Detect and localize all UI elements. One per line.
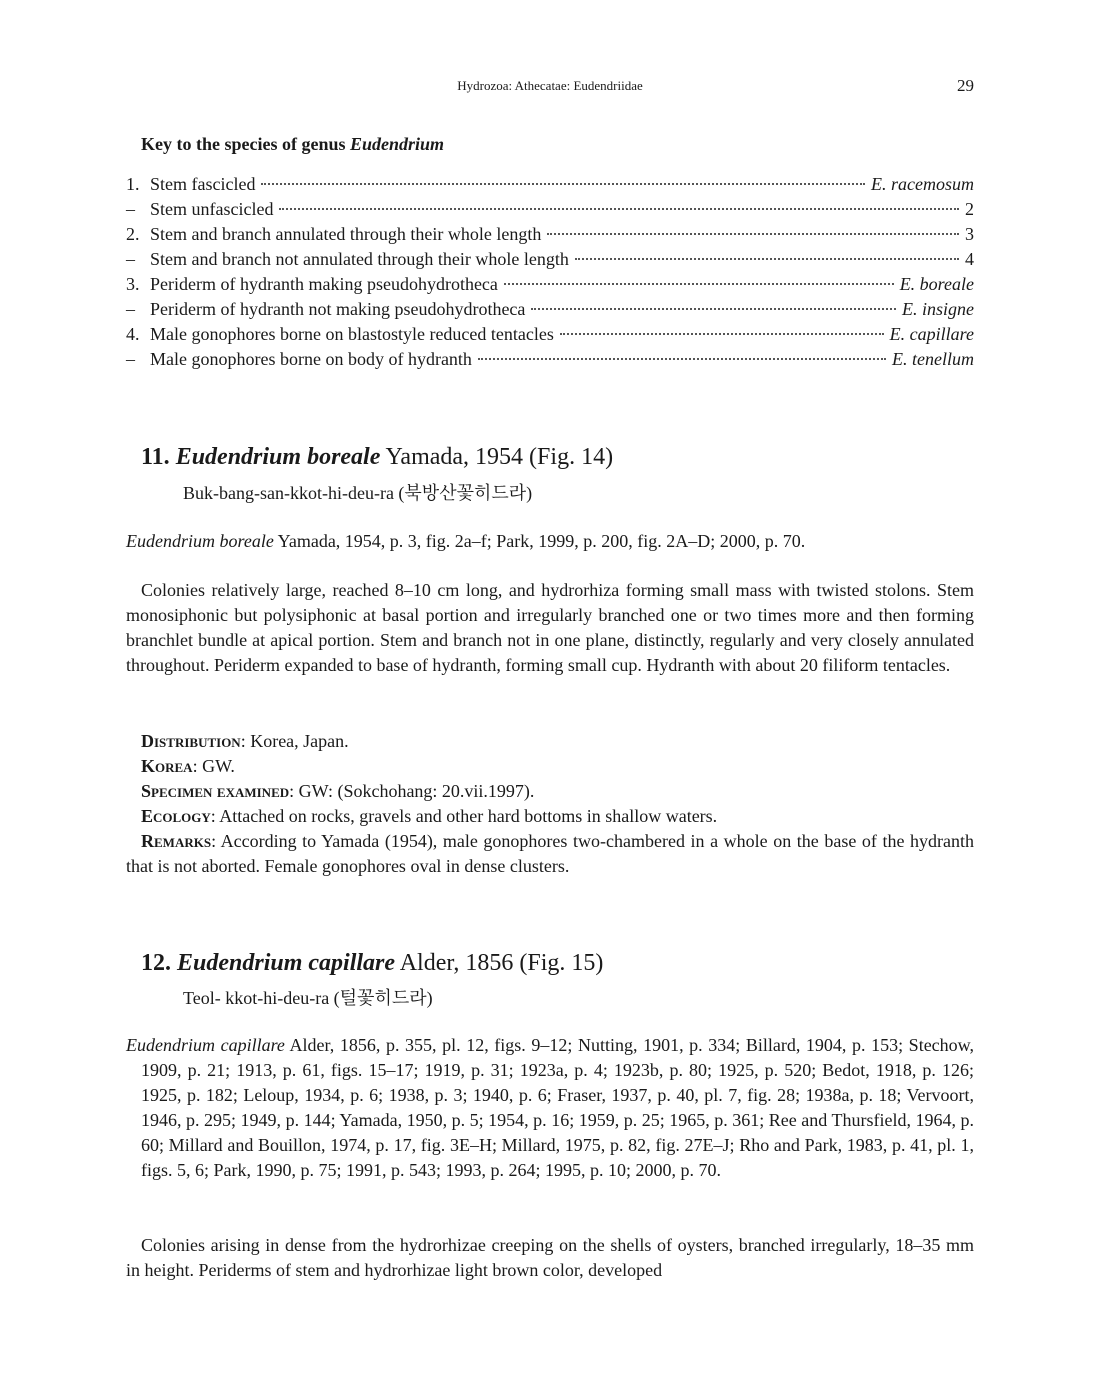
- species-12-description: Colonies arising in dense from the hydrorhizae creeping on the shells of oysters, branched irregularly, 18–35 mm in height. Periderms of stem and hydrorhizae light brown color, developed: [126, 1235, 974, 1280]
- key-row-leader-dots: [531, 308, 896, 310]
- key-row-text: Stem and branch annulated through their whole length: [150, 224, 542, 244]
- key-row: [126, 247, 974, 272]
- species-12-name: Eudendrium capillare: [177, 950, 396, 976]
- key-row-text: Stem fascicled: [150, 174, 256, 194]
- identification-key: [126, 172, 974, 372]
- key-row-target: 2: [965, 199, 974, 219]
- page-header: [126, 76, 974, 98]
- species-12-authority: Alder, 1856 (Fig. 15): [395, 950, 604, 976]
- key-row-number: 2.: [126, 224, 140, 244]
- key-row-number: –: [126, 199, 135, 219]
- key-row-leader-dots: [279, 208, 959, 210]
- species-11-synonymy-refs: Yamada, 1954, p. 3, fig. 2a–f; Park, 1999, p. 200, fig. 2A–D; 2000, p. 70.: [273, 531, 806, 551]
- key-row-text: Stem and branch not annulated through their whole length: [150, 249, 569, 269]
- key-row-number: 1.: [126, 174, 140, 194]
- species-11-number: 11.: [141, 444, 170, 470]
- key-row-leader-dots: [547, 233, 959, 235]
- key-row-number: –: [126, 349, 135, 369]
- key-row: [126, 347, 974, 372]
- korea-value: : GW.: [192, 756, 235, 776]
- species-11-description: Colonies relatively large, reached 8–10 cm long, and hydrorhiza forming small mass with twisted stolons. Stem monosiphonic but polysiphonic at basal portion and irregularly branched one or two times more and then forming branchlet bundle at apical portion. Stem and branch not in one plane, distinctly, regularly and very closely annulated throughout. Periderm expanded to base of hydranth, forming small cup. Hydranth with about 20 filiform tentacles.: [126, 580, 974, 675]
- distribution-value: : Korea, Japan.: [240, 731, 349, 751]
- key-row-number: 4.: [126, 324, 140, 344]
- key-row-text: Periderm of hydranth not making pseudohydrotheca: [150, 299, 526, 319]
- distribution-label: Distribution: [141, 731, 241, 751]
- key-row-leader-dots: [261, 183, 865, 185]
- key-row-target: E. insigne: [902, 299, 974, 319]
- species-12-number: 12.: [141, 950, 171, 976]
- species-11-fields: [126, 729, 974, 879]
- species-12-synonymy-refs: Alder, 1856, p. 355, pl. 12, figs. 9–12; Nutting, 1901, p. 334; Billard, 1904, p. 153; Stechow, 1909, p. 21; 1913, p. 61, figs. 15–17; 1919, p. 31; 1923a, p. 4; 1923b, p. 80; 1925, p. 520; Bedot, 1918, p. 126; 1925, p. 182; Leloup, 1934, p. 6; 1938, p. 3; 1940, p. 6; Fraser, 1937, p. 40, pl. 7, fig. 28; 1938a, p. 18; Vervoort, 1946, p. 295; 1949, p. 144; Yamada, 1950, p. 5; 1954, p. 16; 1959, p. 25; 1965, p. 361; Ree and Thursfield, 1964, p. 60; Millard and Bouillon, 1974, p. 17, fig. 3E–H; Millard, 1975, p. 82, fig. 27E–J; Rho and Park, 1983, p. 41, pl. 1, figs. 5, 6; Park, 1990, p. 75; 1991, p. 543; 1993, p. 264; 1995, p. 10; 2000, p. 70.: [141, 1035, 974, 1180]
- key-row-leader-dots: [560, 333, 884, 335]
- key-row-target: E. boreale: [899, 274, 974, 294]
- species-12-heading: [141, 950, 603, 977]
- key-row-target: 4: [965, 249, 974, 269]
- specimen-label: Specimen examined: [141, 781, 290, 801]
- key-row-text: Periderm of hydranth making pseudohydrotheca: [150, 274, 498, 294]
- species-12-common-name: Teol- kkot-hi-deu-ra (털꽃히드라): [183, 988, 433, 1008]
- page-number: 29: [957, 76, 974, 95]
- distribution-line: [126, 729, 974, 754]
- remarks-label: Remarks: [141, 831, 212, 851]
- key-row-leader-dots: [504, 283, 894, 285]
- key-row: [126, 322, 974, 347]
- key-title-genus: Eudendrium: [349, 134, 445, 154]
- key-row-number: 3.: [126, 274, 140, 294]
- specimen-line: [126, 779, 974, 804]
- key-row-target: E. racemosum: [871, 174, 974, 194]
- species-12-synonymy-name: Eudendrium capillare: [126, 1035, 285, 1055]
- key-row: [126, 297, 974, 322]
- key-row-target: E. capillare: [889, 324, 974, 344]
- species-11-heading: [141, 444, 613, 471]
- key-row: [126, 222, 974, 247]
- remarks-line: [126, 829, 974, 879]
- species-11-name: Eudendrium boreale: [175, 444, 381, 470]
- key-row-text: Stem unfascicled: [150, 199, 274, 219]
- key-row-leader-dots: [478, 358, 886, 360]
- key-title-prefix: Key to the species of genus: [141, 134, 350, 154]
- key-row-leader-dots: [575, 258, 959, 260]
- specimen-value: : GW: (Sokchohang: 20.vii.1997).: [289, 781, 535, 801]
- species-11-common-name: Buk-bang-san-kkot-hi-deu-ra (북방산꽃히드라): [183, 483, 533, 503]
- key-row-text: Male gonophores borne on body of hydranth: [150, 349, 472, 369]
- key-row-text: Male gonophores borne on blastostyle reduced tentacles: [150, 324, 554, 344]
- species-11-authority: Yamada, 1954 (Fig. 14): [380, 444, 614, 470]
- running-head: Hydrozoa: Athecatae: Eudendriidae: [457, 78, 643, 93]
- key-row-target: E. tenellum: [892, 349, 974, 369]
- ecology-label: Ecology: [141, 806, 211, 826]
- species-11-synonymy-name: Eudendrium boreale: [126, 531, 274, 551]
- species-12-synonymy: [126, 1033, 974, 1183]
- species-11-synonymy: [126, 529, 974, 554]
- ecology-value: : Attached on rocks, gravels and other hard bottoms in shallow waters.: [210, 806, 718, 826]
- key-row-number: –: [126, 299, 135, 319]
- key-row: [126, 272, 974, 297]
- key-row: [126, 172, 974, 197]
- key-row: [126, 197, 974, 222]
- korea-line: [126, 754, 974, 779]
- korea-label: Korea: [141, 756, 193, 776]
- remarks-value: : According to Yamada (1954), male gonophores two-chambered in a whole on the base of the hydranth that is not aborted. Female gonophores oval in dense clusters.: [126, 831, 974, 876]
- key-title: [141, 134, 444, 155]
- key-row-number: –: [126, 249, 135, 269]
- ecology-line: [126, 804, 974, 829]
- key-row-target: 3: [965, 224, 974, 244]
